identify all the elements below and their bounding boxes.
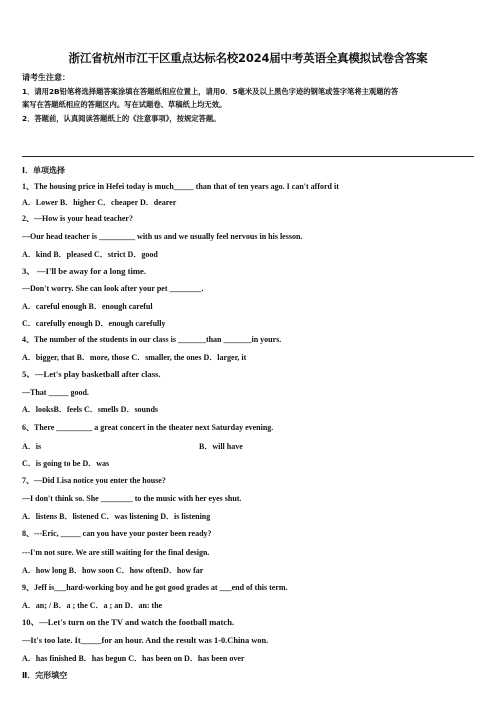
question-5-options: A．looksB．feels C．smells D．sounds bbox=[22, 405, 159, 414]
question-2-options: A．kind B．pleased C．strict D．good bbox=[22, 250, 158, 259]
notice-line-2: 案写在答题纸相应的答题区内。写在试题卷、草稿纸上均无效。 bbox=[22, 100, 227, 109]
question-7-options: A．listens B．listened C．was listening D．is listening bbox=[22, 512, 211, 521]
question-2-stem: 2、—How is your head teacher? bbox=[22, 214, 133, 223]
notice-line-1: 1．请用2B铅笔将选择题答案涂填在答题纸相应位置上，请用0．5毫米及以上黑色字迹的钢笔或签字笔将主观题的答 bbox=[22, 87, 399, 96]
section-divider bbox=[22, 156, 474, 157]
question-10-options: A．has finished B．has begun C．has been on D．has been over bbox=[22, 654, 245, 663]
question-8-options: A．how long B．how soon C．how oftenD．how far bbox=[22, 566, 204, 575]
question-6-option-b: B．will have bbox=[199, 442, 243, 451]
question-9-options: A．an; / B．a ; the C．a ; an D．an: the bbox=[22, 601, 163, 610]
question-9-stem: 9、Jeff is___hard-working boy and he got good grades at ___end of this term. bbox=[22, 583, 288, 592]
question-3-stem: 3、 —I'll be away for a long time. bbox=[22, 266, 146, 276]
question-3-stem-2: —Don't worry. She can look after your pet ________. bbox=[22, 284, 204, 293]
question-2-stem-2: —Our head teacher is _________ with us and we usually feel nervous in his lesson. bbox=[22, 232, 303, 241]
question-5-stem-2: —That _____ good. bbox=[22, 388, 89, 397]
question-8-stem: 8、---Eric, _____ can you have your poster been ready? bbox=[22, 529, 212, 538]
question-1-options: A．Lower B．higher C．cheaper D．dearer bbox=[22, 198, 177, 207]
question-3-options-2: C．carefully enough D．enough carefully bbox=[22, 319, 166, 328]
question-6-options-2: C．is going to be D．was bbox=[22, 459, 110, 468]
question-7-stem: 7、—Did Lisa notice you enter the house? bbox=[22, 476, 166, 485]
question-6-option-a: A．is bbox=[22, 442, 42, 451]
question-4-options: A．bigger, that B．more, those C．smaller, the ones D．larger, it bbox=[22, 353, 247, 362]
question-6-stem: 6、There _________ a great concert in the theater next Saturday evening. bbox=[22, 423, 274, 432]
question-5-stem: 5、—Let's play basketball after class. bbox=[22, 369, 161, 379]
question-8-stem-2: ---I'm not sure. We are still waiting for the final design. bbox=[22, 548, 210, 557]
section-1-heading: Ⅰ．单项选择 bbox=[22, 166, 65, 175]
notice-heading: 请考生注意： bbox=[22, 73, 70, 82]
notice-line-3: 2．答题前，认真阅读答题纸上的《注意事项》，按规定答题。 bbox=[22, 114, 221, 123]
question-1-stem: 1、The housing price in Hefei today is much_____ than that of ten years ago. I can't afford it bbox=[22, 182, 339, 191]
page-title: 浙江省杭州市江干区重点达标名校2024届中考英语全真模拟试卷含答案 bbox=[68, 51, 428, 65]
question-3-options-1: A．careful enough B．enough careful bbox=[22, 302, 153, 311]
question-4-stem: 4、The number of the students in our class is _______than _______in yours. bbox=[22, 335, 282, 344]
question-10-stem-2: —It's too late. It_____for an hour. And the result was 1-0.China won. bbox=[22, 636, 269, 645]
section-2-heading: Ⅱ．完形填空 bbox=[22, 671, 68, 680]
question-10-stem: 10、—Let's turn on the TV and watch the football match. bbox=[22, 617, 235, 627]
question-7-stem-2: —I don't think so. She ________ to the music with her eyes shut. bbox=[22, 494, 242, 503]
